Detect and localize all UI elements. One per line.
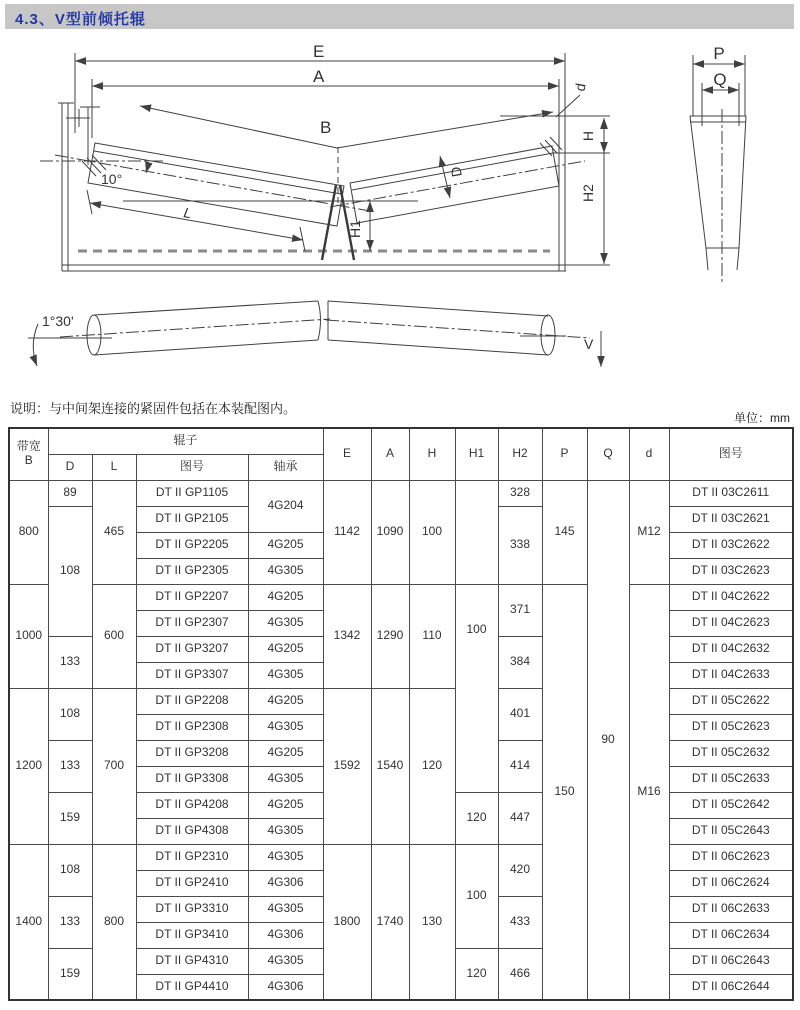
cell-model: DT II GP2305 bbox=[136, 558, 248, 584]
cell-h1: 100 bbox=[455, 584, 498, 792]
cell-figure: DT II 05C2642 bbox=[669, 792, 793, 818]
cell-d: 133 bbox=[48, 636, 92, 688]
th-q: Q bbox=[587, 428, 629, 480]
cell-h2: 414 bbox=[498, 740, 542, 792]
cell-model: DT II GP2410 bbox=[136, 870, 248, 896]
cell-h2: 328 bbox=[498, 480, 542, 506]
cell-model: DT II GP2208 bbox=[136, 688, 248, 714]
cell-figure: DT II 05C2633 bbox=[669, 766, 793, 792]
dim-label-e: E bbox=[313, 42, 325, 61]
cell-h1: 120 bbox=[455, 792, 498, 844]
angle-label-10deg: 10° bbox=[101, 171, 123, 187]
th-bandwidth bbox=[9, 428, 48, 480]
cell-model: DT II GP3308 bbox=[136, 766, 248, 792]
cell-thread: M12 bbox=[629, 480, 669, 584]
spec-table bbox=[8, 427, 794, 1001]
cell-model: DT II GP2307 bbox=[136, 610, 248, 636]
cell-h2: 338 bbox=[498, 506, 542, 584]
cell-bearing: 4G305 bbox=[248, 766, 323, 792]
th-roller: 辊子 bbox=[48, 428, 323, 454]
cell-model: DT II GP3410 bbox=[136, 922, 248, 948]
dim-label-l: L bbox=[182, 204, 193, 222]
cell-e: 1342 bbox=[323, 584, 371, 688]
cell-bearing: 4G305 bbox=[248, 948, 323, 974]
cell-figure: DT II 06C2643 bbox=[669, 948, 793, 974]
cell-figure: DT II 03C2621 bbox=[669, 506, 793, 532]
cell-model: DT II GP3310 bbox=[136, 896, 248, 922]
side-view bbox=[690, 44, 746, 285]
cell-model: DT II GP3307 bbox=[136, 662, 248, 688]
cell-d: 108 bbox=[48, 506, 92, 636]
cell-l: 600 bbox=[92, 584, 136, 688]
cell-h2: 433 bbox=[498, 896, 542, 948]
cell-figure: DT II 03C2611 bbox=[669, 480, 793, 506]
cell-model: DT II GP2310 bbox=[136, 844, 248, 870]
cell-bearing: 4G204 bbox=[248, 480, 323, 532]
dim-label-d-bolt: d bbox=[571, 81, 589, 93]
cell-bearing: 4G305 bbox=[248, 714, 323, 740]
cell-figure: DT II 06C2623 bbox=[669, 844, 793, 870]
dim-label-q: Q bbox=[713, 70, 727, 89]
cell-model: DT II GP4208 bbox=[136, 792, 248, 818]
cell-model: DT II GP1105 bbox=[136, 480, 248, 506]
th-h: H bbox=[409, 428, 455, 480]
table-row bbox=[9, 688, 793, 714]
cell-d: 133 bbox=[48, 896, 92, 948]
cell-model: DT II GP3208 bbox=[136, 740, 248, 766]
th-e: E bbox=[323, 428, 371, 480]
technical-drawing bbox=[0, 33, 800, 395]
top-view bbox=[28, 301, 601, 367]
note-text: 说明：与中间架连接的紧固件包括在本装配图内。 bbox=[10, 401, 297, 416]
cell-bearing: 4G205 bbox=[248, 584, 323, 610]
cell-figure: DT II 05C2632 bbox=[669, 740, 793, 766]
cell-l: 800 bbox=[92, 844, 136, 1000]
cell-e: 1592 bbox=[323, 688, 371, 844]
cell-model: DT II GP4310 bbox=[136, 948, 248, 974]
cell-thread: M16 bbox=[629, 584, 669, 1000]
cell-d: 159 bbox=[48, 948, 92, 1000]
th-a: A bbox=[371, 428, 409, 480]
cell-h2: 447 bbox=[498, 792, 542, 844]
cell-h: 120 bbox=[409, 688, 455, 844]
cell-bearing: 4G306 bbox=[248, 974, 323, 1000]
dim-label-b: B bbox=[320, 118, 332, 137]
cell-figure: DT II 03C2622 bbox=[669, 532, 793, 558]
cell-figure: DT II 05C2643 bbox=[669, 818, 793, 844]
cell-p: 150 bbox=[542, 584, 587, 1000]
cell-bearing: 4G205 bbox=[248, 740, 323, 766]
dim-label-a: A bbox=[313, 67, 325, 86]
cell-bandwidth: 1400 bbox=[9, 844, 48, 1000]
dim-label-p: P bbox=[713, 44, 725, 63]
cell-bearing: 4G305 bbox=[248, 662, 323, 688]
cell-model: DT II GP3207 bbox=[136, 636, 248, 662]
cell-q: 90 bbox=[587, 480, 629, 1000]
section-title-bar bbox=[5, 4, 794, 29]
cell-bearing: 4G205 bbox=[248, 636, 323, 662]
cell-d: 89 bbox=[48, 480, 92, 506]
cell-a: 1090 bbox=[371, 480, 409, 584]
th-figure: 图号 bbox=[669, 428, 793, 480]
cell-figure: DT II 05C2623 bbox=[669, 714, 793, 740]
angle-label-tilt: 1°30' bbox=[42, 313, 74, 329]
th-roller-l: L bbox=[92, 454, 136, 480]
cell-e: 1800 bbox=[323, 844, 371, 1000]
cell-h2: 466 bbox=[498, 948, 542, 1000]
cell-bearing: 4G306 bbox=[248, 870, 323, 896]
cell-figure: DT II 03C2623 bbox=[669, 558, 793, 584]
cell-bandwidth: 1200 bbox=[9, 688, 48, 844]
cell-figure: DT II 06C2634 bbox=[669, 922, 793, 948]
th-d: d bbox=[629, 428, 669, 480]
cell-bearing: 4G305 bbox=[248, 558, 323, 584]
cell-a: 1540 bbox=[371, 688, 409, 844]
dim-label-v: V bbox=[584, 336, 594, 352]
th-p: P bbox=[542, 428, 587, 480]
cell-h: 110 bbox=[409, 584, 455, 688]
cell-figure: DT II 04C2622 bbox=[669, 584, 793, 610]
cell-h1: 120 bbox=[455, 948, 498, 1000]
cell-h: 100 bbox=[409, 480, 455, 584]
cell-figure: DT II 06C2624 bbox=[669, 870, 793, 896]
front-view bbox=[40, 42, 610, 271]
dim-label-h1: H1 bbox=[347, 220, 363, 238]
table-row bbox=[9, 844, 793, 870]
cell-bearing: 4G305 bbox=[248, 896, 323, 922]
cell-figure: DT II 04C2632 bbox=[669, 636, 793, 662]
cell-h1: 100 bbox=[455, 844, 498, 948]
cell-d: 108 bbox=[48, 844, 92, 896]
dim-label-roller-diameter: D bbox=[447, 165, 465, 179]
unit-label: 单位：mm bbox=[734, 411, 790, 425]
dim-label-h2: H2 bbox=[580, 184, 596, 202]
cell-l: 700 bbox=[92, 688, 136, 844]
th-h2: H2 bbox=[498, 428, 542, 480]
cell-h2: 371 bbox=[498, 584, 542, 636]
cell-figure: DT II 06C2633 bbox=[669, 896, 793, 922]
th-bandwidth-line2: B bbox=[24, 453, 33, 468]
cell-d: 108 bbox=[48, 688, 92, 740]
th-roller-d: D bbox=[48, 454, 92, 480]
cell-h: 130 bbox=[409, 844, 455, 1000]
cell-h1 bbox=[455, 480, 498, 584]
cell-a: 1290 bbox=[371, 584, 409, 688]
cell-a: 1740 bbox=[371, 844, 409, 1000]
cell-bearing: 4G305 bbox=[248, 610, 323, 636]
th-roller-model: 图号 bbox=[136, 454, 248, 480]
cell-e: 1142 bbox=[323, 480, 371, 584]
section-title: 4.3、V型前倾托辊 bbox=[15, 11, 146, 28]
table-row bbox=[9, 480, 793, 506]
cell-bearing: 4G305 bbox=[248, 818, 323, 844]
cell-bearing: 4G306 bbox=[248, 922, 323, 948]
cell-model: DT II GP4308 bbox=[136, 818, 248, 844]
cell-figure: DT II 04C2633 bbox=[669, 662, 793, 688]
cell-bearing: 4G205 bbox=[248, 688, 323, 714]
th-roller-bearing: 轴承 bbox=[248, 454, 323, 480]
cell-bandwidth: 1000 bbox=[9, 584, 48, 688]
cell-p: 145 bbox=[542, 480, 587, 584]
cell-h2: 384 bbox=[498, 636, 542, 688]
cell-d: 133 bbox=[48, 740, 92, 792]
cell-model: DT II GP2105 bbox=[136, 506, 248, 532]
cell-bearing: 4G205 bbox=[248, 532, 323, 558]
cell-h2: 420 bbox=[498, 844, 542, 896]
th-bandwidth-line1: 带宽 bbox=[16, 439, 41, 454]
cell-model: DT II GP4410 bbox=[136, 974, 248, 1000]
cell-bandwidth: 800 bbox=[9, 480, 48, 584]
cell-l: 465 bbox=[92, 480, 136, 584]
cell-model: DT II GP2308 bbox=[136, 714, 248, 740]
table-row bbox=[9, 584, 793, 610]
cell-bearing: 4G305 bbox=[248, 844, 323, 870]
cell-figure: DT II 06C2644 bbox=[669, 974, 793, 1000]
cell-figure: DT II 04C2623 bbox=[669, 610, 793, 636]
cell-model: DT II GP2205 bbox=[136, 532, 248, 558]
th-h1: H1 bbox=[455, 428, 498, 480]
cell-d: 159 bbox=[48, 792, 92, 844]
cell-model: DT II GP2207 bbox=[136, 584, 248, 610]
cell-bearing: 4G205 bbox=[248, 792, 323, 818]
cell-figure: DT II 05C2622 bbox=[669, 688, 793, 714]
cell-h2: 401 bbox=[498, 688, 542, 740]
dim-label-h: H bbox=[580, 130, 596, 142]
